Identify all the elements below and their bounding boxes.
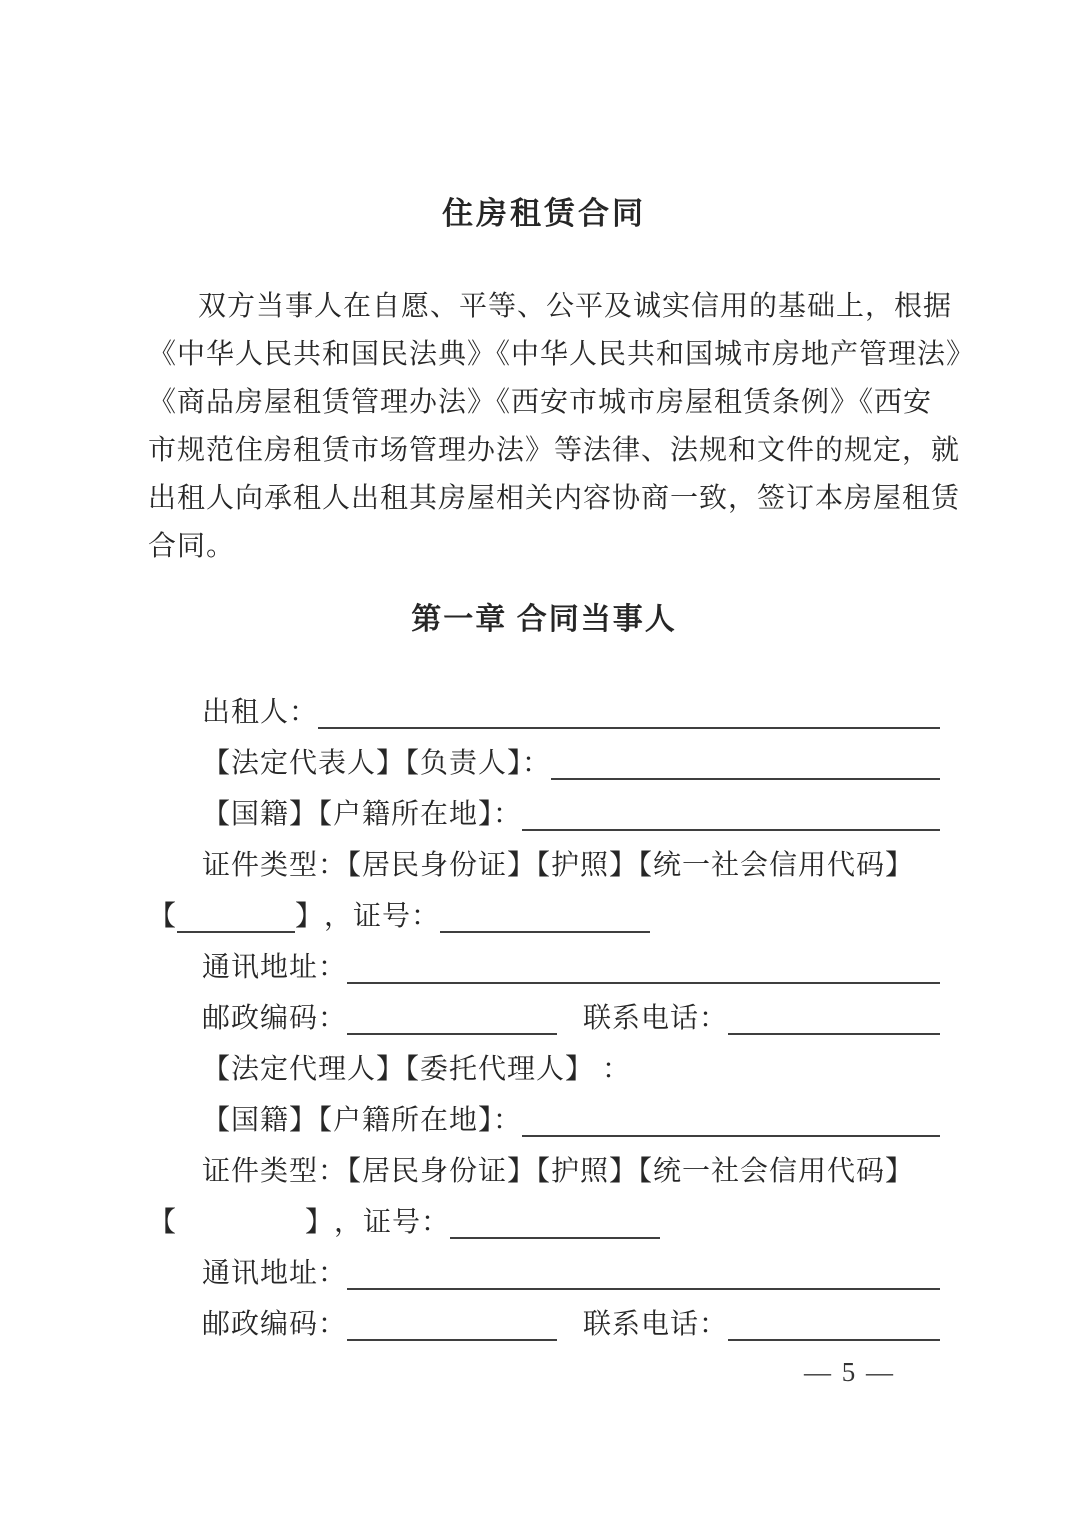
address-label: 通讯地址： [202, 952, 348, 983]
cert-no-label: ，证号： [324, 901, 441, 932]
postcode-field-2[interactable] [347, 1339, 557, 1341]
cert-number-row-2 [148, 1197, 940, 1248]
nationality-label: 【国籍】【户籍所在地】： [202, 799, 523, 830]
address-field-2[interactable] [347, 1288, 940, 1290]
phone-label: 联系电话： [583, 1003, 729, 1034]
parties-form [148, 687, 940, 1350]
cert-type-label: 证件类型：【居民身份证】【护照】【统一社会信用代码】 [202, 1156, 915, 1187]
address-field-1[interactable] [347, 982, 940, 984]
cert-no-field-2[interactable] [450, 1237, 660, 1239]
intro-line-4: 市规范住房租赁市场管理办法》等法律、法规和文件的规定，就 [148, 435, 961, 466]
bracket-open: 【 [148, 901, 178, 932]
cert-type-row-1 [148, 840, 940, 891]
bracket-open: 【 [148, 1207, 178, 1238]
page-number: — 5 — [804, 1357, 895, 1387]
intro-line-5: 出租人向承租人出租其房屋相关内容协商一致，签订本房屋租赁 [148, 483, 961, 514]
nationality-row-2 [148, 1095, 940, 1146]
address-row-1 [148, 942, 940, 993]
nationality-field-2[interactable] [522, 1135, 940, 1137]
phone-field-2[interactable] [728, 1339, 940, 1341]
cert-number-row-1 [148, 891, 940, 942]
cert-type-row-2 [148, 1146, 940, 1197]
agent-label: 【法定代理人】【委托代理人】 ： [202, 1054, 632, 1085]
intro-paragraph [148, 283, 976, 571]
cert-type-other-field-1[interactable] [177, 931, 295, 933]
postcode-label: 邮政编码： [202, 1003, 348, 1034]
postcode-phone-row-1 [148, 993, 940, 1044]
legal-rep-label: 【法定代表人】【负责人】： [202, 748, 552, 779]
intro-line-1: 双方当事人在自愿、平等、公平及诚实信用的基础上，根据 [198, 291, 953, 322]
bracket-close: 】 [295, 901, 325, 932]
address-label: 通讯地址： [202, 1258, 348, 1289]
legal-rep-row [148, 738, 940, 789]
cert-no-field-1[interactable] [440, 931, 650, 933]
agent-row [148, 1044, 940, 1095]
phone-label: 联系电话： [583, 1309, 729, 1340]
lessor-row [148, 687, 940, 738]
phone-field-1[interactable] [728, 1033, 940, 1035]
address-row-2 [148, 1248, 940, 1299]
intro-line-6: 合同。 [148, 531, 236, 562]
postcode-phone-row-2 [148, 1299, 940, 1350]
lessor-label: 出租人： [202, 697, 319, 728]
legal-rep-field[interactable] [551, 778, 940, 780]
intro-line-2: 《中华人民共和国民法典》《中华人民共和国城市房地产管理法》 [148, 339, 976, 370]
nationality-label: 【国籍】【户籍所在地】： [202, 1105, 523, 1136]
cert-type-label: 证件类型：【居民身份证】【护照】【统一社会信用代码】 [202, 850, 915, 881]
bracket-close: 】 [305, 1207, 335, 1238]
postcode-field-1[interactable] [347, 1033, 557, 1035]
nationality-row-1 [148, 789, 940, 840]
chapter-heading: 第一章 合同当事人 [411, 603, 677, 636]
document-title: 住房租赁合同 [442, 196, 646, 231]
cert-no-label: ，证号： [334, 1207, 451, 1238]
postcode-label: 邮政编码： [202, 1309, 348, 1340]
lessor-name-field[interactable] [318, 727, 940, 729]
intro-line-3: 《商品房屋租赁管理办法》《西安市城市房屋租赁条例》《西安 [148, 387, 933, 418]
nationality-field-1[interactable] [522, 829, 940, 831]
